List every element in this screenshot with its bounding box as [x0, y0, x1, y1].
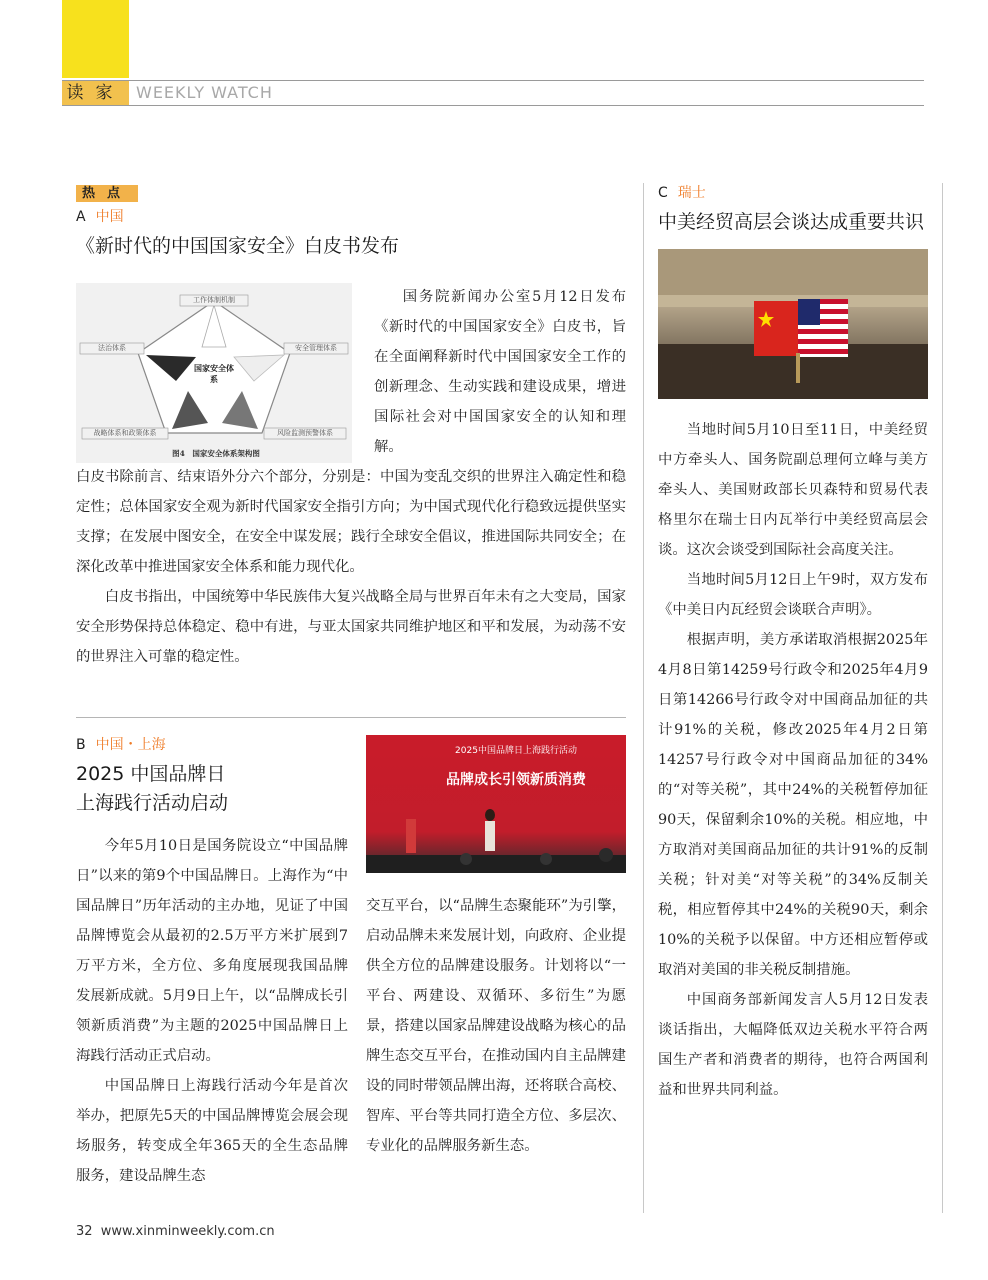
- figure-label-left: 法治体系: [98, 344, 126, 352]
- usa-flag-icon: [798, 299, 848, 357]
- article-b-para2-start: 中国品牌日上海践行活动今年是首次举办，把原先5天的中国品牌博览会展会现场服务，转变成全年365天的全生态品牌服务，建设品牌生态: [76, 1078, 348, 1184]
- section-label: 读家: [62, 81, 129, 105]
- article-b-region: 中国・上海: [95, 737, 166, 753]
- figure-label-bottom-right: 风险监测预警体系: [277, 429, 333, 437]
- article-b-para1: 今年5月10日是国务院设立“中国品牌日”以来的第9个中国品牌日。上海作为“中国品牌日”历年活动的主办地，见证了中国品牌博览会从最初的2.5万平方米扩展到7万平方米，全方位、多角度展现我国品牌发展新成就。5月9日上午，以“品牌成长引领新质消费”为主题的2025中国品牌日上海践行活动正式启动。: [76, 838, 348, 1064]
- article-c-para1: 当地时间5月10日至11日，中美经贸中方牵头人、国务院副总理何立峰与美方牵头人、美国财政部长贝森特和贸易代表格里尔在瑞士日内瓦举行中美经贸高层会谈。这次会谈受到国际社会高度关注。: [658, 422, 928, 558]
- security-system-figure: [76, 283, 352, 463]
- figure-label-top: 工作体制机制: [193, 296, 235, 304]
- page-number: 32: [76, 1224, 93, 1239]
- figure-label-right: 安全管理体系: [295, 344, 337, 352]
- article-a-letter: A: [76, 209, 86, 225]
- article-b-col2: [366, 891, 626, 1161]
- speaker-body: [485, 821, 495, 851]
- photo-banner-small: 2025中国品牌日上海践行活动: [455, 746, 577, 756]
- flag-pole: [796, 353, 800, 383]
- audience-silhouette: [366, 855, 626, 873]
- article-c-region: 瑞士: [677, 185, 706, 201]
- article-b-letter: B: [76, 737, 86, 753]
- section-label-en: WEEKLY WATCH: [136, 83, 273, 102]
- figure-caption: 图4 国家安全体系架构图: [172, 449, 260, 458]
- stage-scene: [366, 735, 626, 873]
- article-c-body: [658, 415, 928, 1105]
- article-b-col1: [76, 831, 348, 1191]
- photo-banner-main: 品牌成长引领新质消费: [446, 772, 586, 788]
- flags-scene: [658, 249, 928, 399]
- article-b-title-line1: 2025 中国品牌日: [76, 763, 226, 785]
- article-a-para3: 白皮书指出，中国统筹中华民族伟大复兴战略全局与世界百年未有之大变局，国家安全形势保持总体稳定、稳中有进，与亚太国家共同维护地区和平和发展，为动荡不安的世界注入可靠的稳定性。: [76, 589, 626, 665]
- article-a-region: 中国: [95, 209, 124, 225]
- podium-icon: [406, 819, 416, 853]
- article-c-title: 中美经贸高层会谈达成重要共识: [658, 211, 925, 233]
- hot-tag: 热点: [76, 185, 138, 202]
- speaker-head: [485, 809, 495, 821]
- footer-url[interactable]: www.xinminweekly.com.cn: [100, 1224, 275, 1239]
- figure-center-label: 国家安全体系: [194, 363, 234, 384]
- article-a-para2: 白皮书除前言、结束语外分六个部分，分别是：中国为变乱交织的世界注入确定性和稳定性；总体国家安全观为新时代国家安全指引方向；为中国式现代化行稳致远提供坚实支撑；在发展中图安全，在安全中谋发展；践行全球安全倡议，推进国际共同安全；在深化改革中推进国家安全体系和能力现代化。: [76, 469, 626, 575]
- article-c-para2: 当地时间5月12日上午9时，双方发布《中美日内瓦经贸会谈联合声明》。: [658, 572, 928, 618]
- page-footer: [76, 1224, 275, 1239]
- trade-talks-photo: [658, 249, 928, 399]
- header-yellow-tab: [62, 0, 129, 78]
- column-divider: [643, 183, 644, 1213]
- article-a-title: 《新时代的中国国家安全》白皮书发布: [76, 235, 400, 257]
- figure-label-bottom-left: 战略体系和政策体系: [93, 429, 157, 437]
- article-a-label: [76, 208, 124, 226]
- right-edge-rule: [942, 183, 943, 1213]
- china-flag-icon: [754, 301, 800, 356]
- article-b-title-line2: 上海践行活动启动: [76, 792, 229, 814]
- article-a-para2-3: [76, 462, 626, 672]
- article-c-para3: 根据声明，美方承诺取消根据2025年4月8日第14259号行政令和2025年4月9日第14266号行政令对中国商品加征的共计91%的关税，修改2025年4月2日第14257号行政令对中国商品加征的34%的“对等关税”，其中24%的关税暂停加征90天，保留剩余10%的关税。相应地，中方取消对美国商品加征的共计91%的反制关税；针对美“对等关税”的34%反制关税，相应暂停其中24%的关税90天，剩余10%的关税予以保留。中方还相应暂停或取消对美国的非关税反制措施。: [658, 632, 928, 978]
- article-c-letter: C: [658, 185, 668, 201]
- header-rule-bottom: [62, 105, 924, 106]
- article-c-para4: 中国商务部新闻发言人5月12日发表谈话指出，大幅降低双边关税水平符合两国生产者和消费者的期待，也符合两国利益和世界共同利益。: [658, 992, 928, 1098]
- brand-day-photo: [366, 735, 626, 873]
- article-b-label: [76, 736, 166, 754]
- article-separator: [76, 717, 626, 718]
- article-b-para2-cont: 交互平台，以“品牌生态聚能环”为引擎，启动品牌未来发展计划，向政府、企业提供全方位的品牌建设服务。计划将以“一平台、两建设、双循环、多衍生”为愿景，搭建以国家品牌建设战略为核心的品牌生态交互平台，在推动国内自主品牌建设的同时带领品牌出海，还将联合高校、智库、平台等共同打造全方位、多层次、专业化的品牌服务新生态。: [366, 898, 626, 1154]
- article-c-label: [658, 184, 706, 202]
- article-a-para1: 国务院新闻办公室5月12日发布《新时代的中国国家安全》白皮书，旨在全面阐释新时代中国国家安全工作的创新理念、生动实践和建设成果，增进国际社会对中国国家安全的认知和理解。: [374, 289, 626, 455]
